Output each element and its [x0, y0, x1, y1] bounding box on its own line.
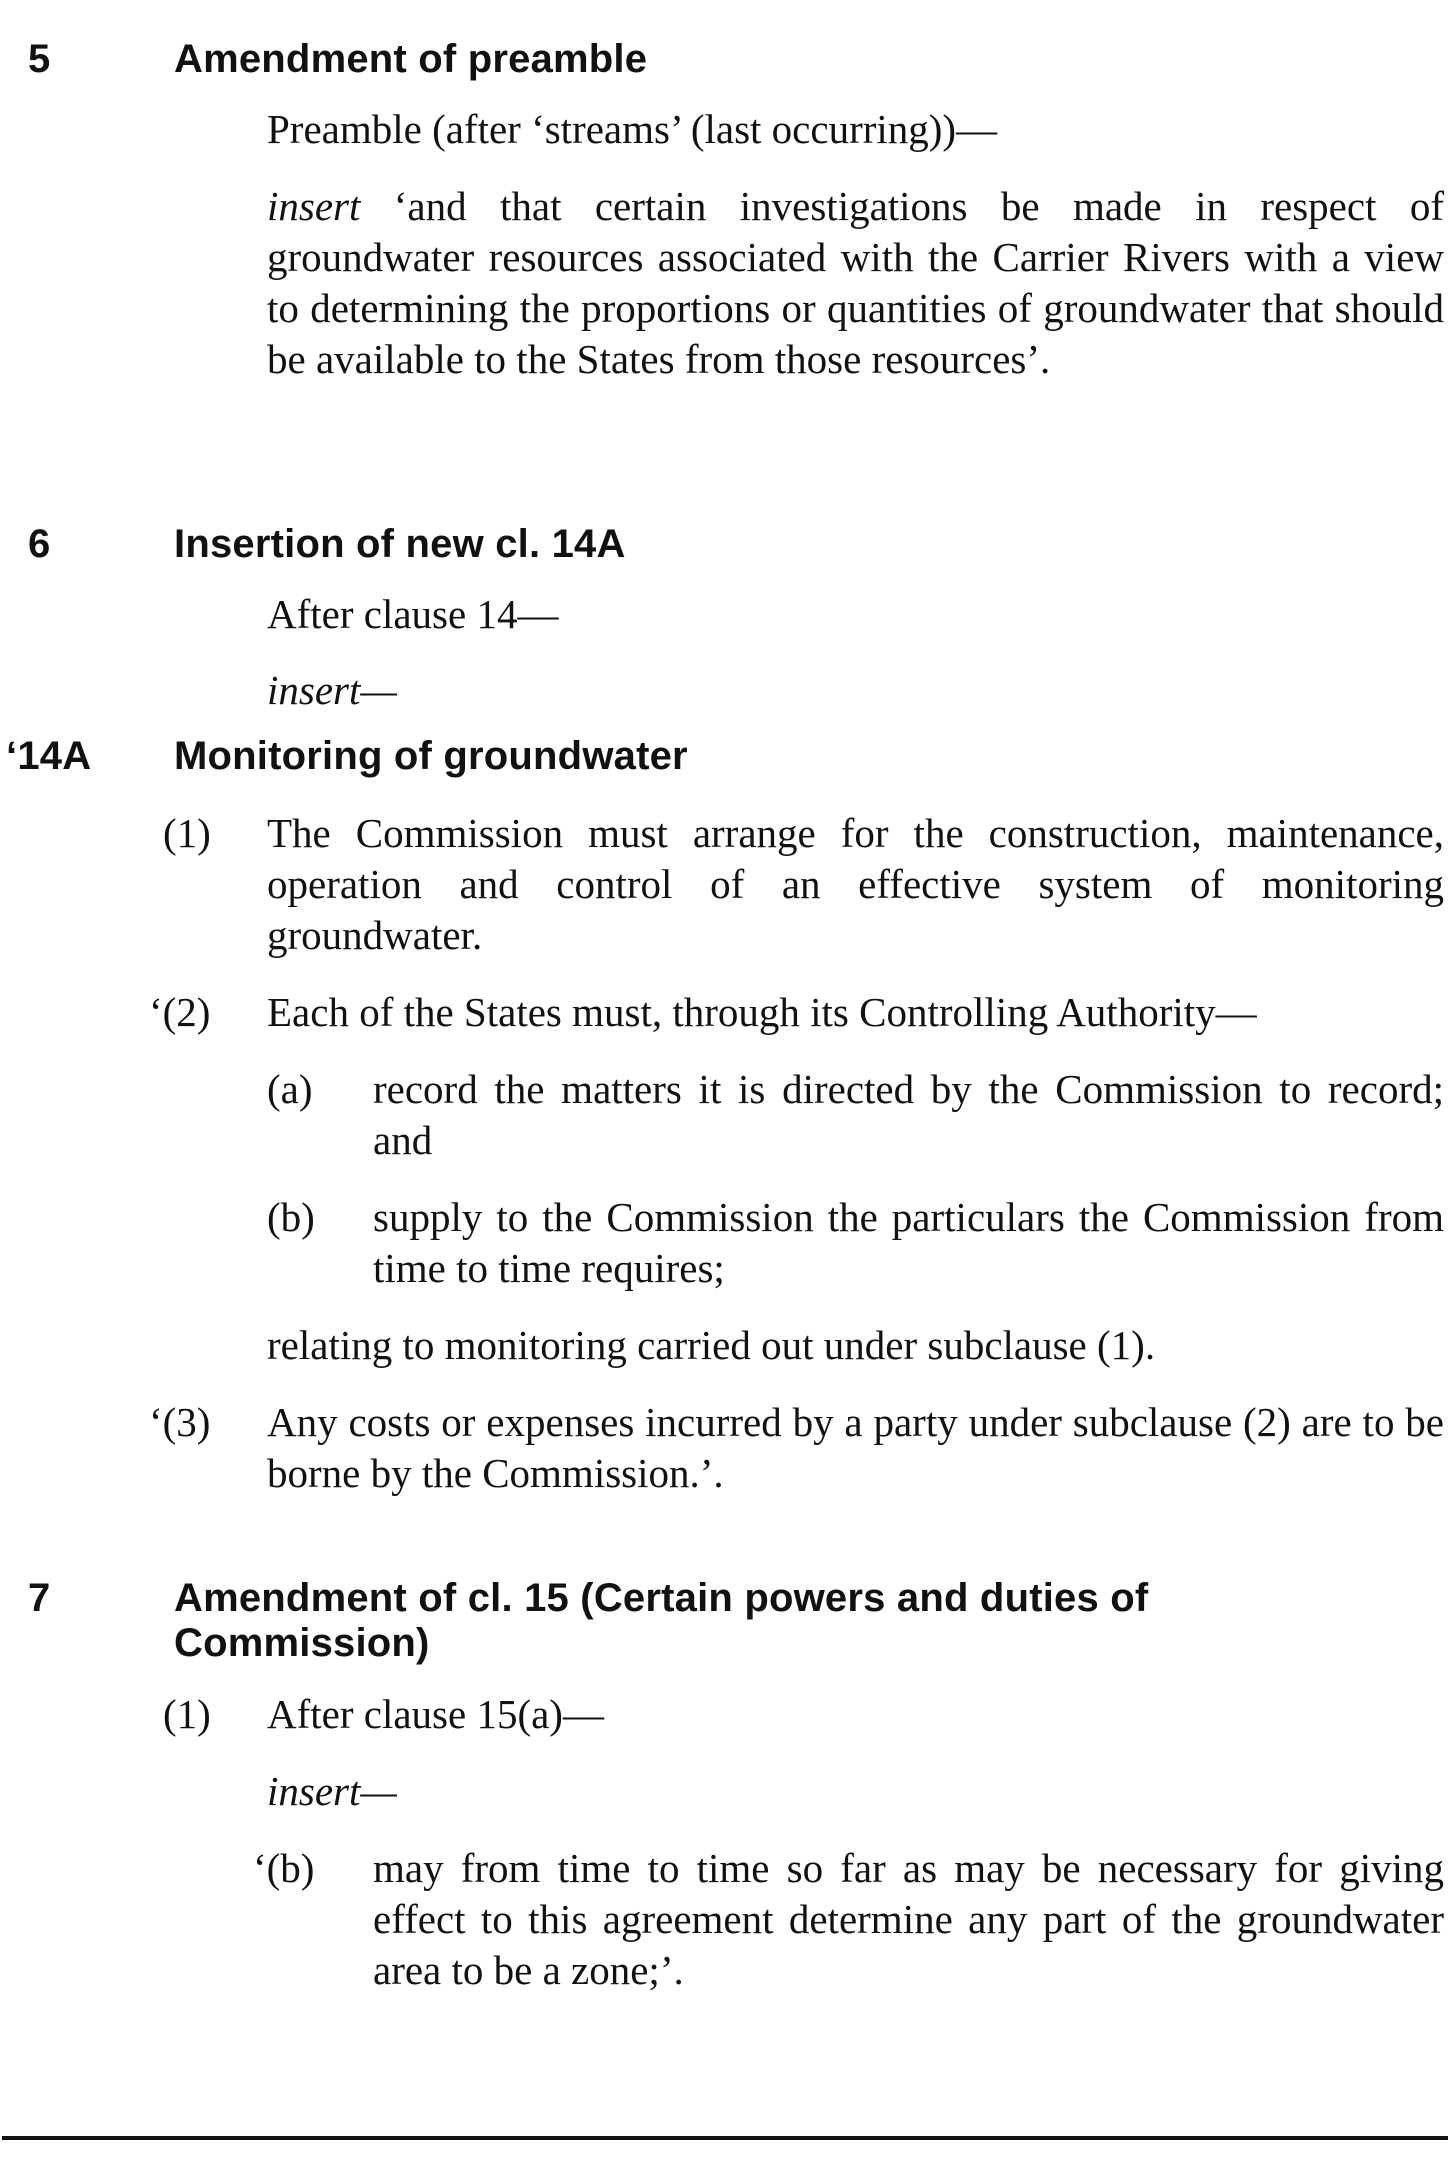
- subclause-1-number: (1): [163, 1691, 211, 1737]
- clause-14-instruction: After clause 14—: [267, 591, 559, 637]
- subclause-2-number: ‘(2): [149, 989, 211, 1035]
- section-number: 7: [28, 1576, 51, 1620]
- subclause-2-text: Each of the States must, through its Controlling Authority—: [267, 989, 1257, 1035]
- clause-title: Monitoring of groundwater: [174, 734, 688, 778]
- paragraph-b-text: may from time to time so far as may be necessary for giving effect to this agreement determine any part of the groundwater area to be a zone;’.: [373, 1845, 1444, 1993]
- subclause-1-text: After clause 15(a)—: [267, 1691, 604, 1737]
- paragraph-b-text: supply to the Commission the particulars the Commission from time to time requires;: [373, 1194, 1444, 1291]
- subclause-3-number: ‘(3): [149, 1399, 211, 1445]
- section-number: 6: [28, 522, 51, 566]
- paragraph-a-text: record the matters it is directed by the Commission to record; and: [373, 1066, 1444, 1163]
- section-title-line-2: Commission): [174, 1621, 430, 1665]
- subclause-2-tail: relating to monitoring carried out under subclause (1).: [267, 1322, 1156, 1368]
- section-title-line-1: Amendment of cl. 15 (Certain powers and duties of: [174, 1576, 1149, 1620]
- section-title: Amendment of preamble: [174, 37, 648, 81]
- clause-number: ‘14A: [6, 734, 92, 778]
- insert-label: insert—: [267, 1768, 397, 1814]
- paragraph-b-number: (b): [267, 1194, 315, 1240]
- preamble-instruction: Preamble (after ‘streams’ (last occurring))—: [267, 106, 998, 152]
- paragraph-b-number: ‘(b): [253, 1845, 315, 1891]
- subclause-3-text: Any costs or expenses incurred by a party under subclause (2) are to be borne by the Commission.’.: [267, 1399, 1444, 1496]
- subclause-1-number: (1): [163, 810, 211, 856]
- subclause-1-text: The Commission must arrange for the construction, maintenance, operation and control of an effective system of monitoring groundwater.: [267, 810, 1444, 958]
- inserted-preamble-text: ‘and that certain investigations be made in respect of groundwater resources associated with the Carrier Rivers with a view to determining the proportions or quantities of groundwater that should be available to the States from those resources’.: [267, 183, 1444, 382]
- paragraph-a-number: (a): [267, 1066, 313, 1112]
- section-number: 5: [28, 37, 51, 81]
- preamble-insert-text: [267, 181, 1444, 385]
- insert-label: insert—: [267, 667, 397, 713]
- insert-keyword: insert: [267, 183, 361, 229]
- footer-rule: [2, 2136, 1448, 2140]
- section-title: Insertion of new cl. 14A: [174, 522, 626, 566]
